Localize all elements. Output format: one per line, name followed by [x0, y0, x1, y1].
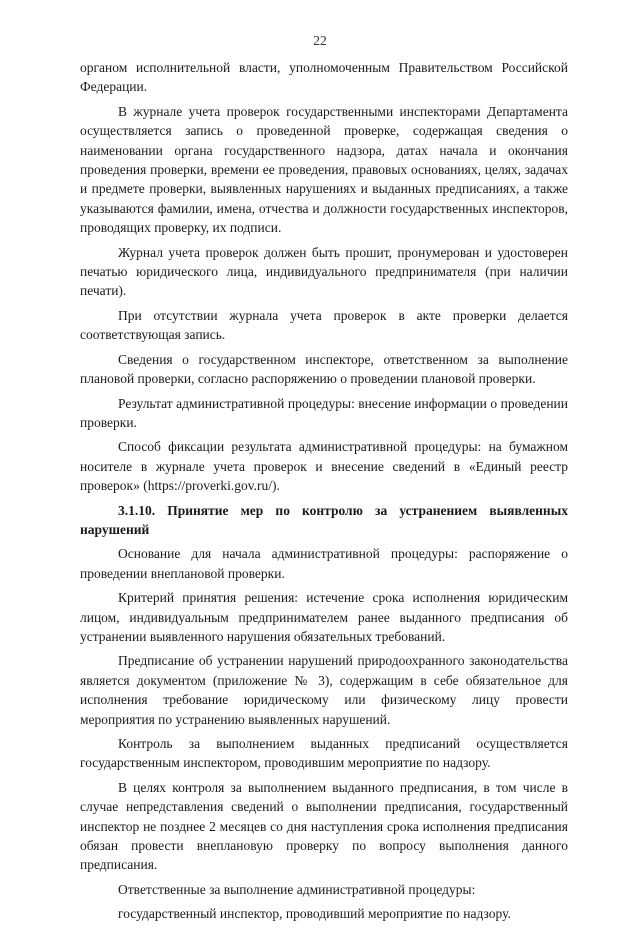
- paragraph-control: Контроль за выполнением выданных предписаний осуществляется государственным инспектором, проводившим мероприятие по надзору.: [80, 736, 568, 771]
- paragraph-procedure-result: Результат административной процедуры: внесение информации о проведении проверки.: [80, 395, 568, 430]
- paragraph-basis: Основание для начала административной процедуры: распоряжение о проведении внеплановой проверки.: [80, 546, 568, 581]
- paragraph-inspector-info: Сведения о государственном инспекторе, ответственном за выполнение плановой проверки, согласно распоряжению о проведении плановой проверки.: [80, 351, 568, 387]
- paragraph-no-log: При отсутствии журнала учета проверок в акте проверки делается соответствующая запись.: [80, 307, 568, 343]
- paragraph-continuation: органом исполнительной власти, уполномоченным Правительством Российской Федерации.: [80, 60, 568, 95]
- document-body: [80, 58, 568, 929]
- page-number: 22: [313, 33, 327, 48]
- paragraph-fixation-method: Способ фиксации результата административной процедуры: на бумажном носителе в журнале учета проверок и внесение сведений в «Единый реестр проверок» (https://proverki.gov.ru/).: [80, 439, 568, 494]
- paragraph-decision-criterion: Критерий принятия решения: истечение срока исполнения юридическим лицом, индивидуальным предпринимателем ранее выданного предписания об устранении выявленного нарушения обязательных требований.: [80, 590, 568, 644]
- section-heading: 3.1.10. Принятие мер по контролю за устранением выявленных нарушений: [80, 502, 568, 537]
- paragraph-log-requirements: Журнал учета проверок должен быть прошит, пронумерован и удостоверен печатью юридического лица, индивидуального предпринимателя (при наличии печати).: [80, 244, 568, 299]
- paragraph-responsible-inspector: государственный инспектор, проводивший мероприятие по надзору.: [118, 906, 511, 922]
- paragraph-responsible: Ответственные за выполнение административной процедуры:: [118, 881, 476, 897]
- paragraph-order-definition: Предписание об устранении нарушений природоохранного законодательства является документом (приложение № 3), содержащим в себе обязательное для исполнения требование юридическому или физическому лицу провести мероприятия по устранению выявленных нарушений.: [80, 653, 568, 727]
- paragraph-unscheduled-check: В целях контроля за выполнением выданного предписания, в том числе в случае непредставления сведений о выполнении предписания, государственный инспектор не позднее 2 месяцев со дня наступления срока исполнения предписания обязан провести внеплановую проверку по вопросу выполнения данного предписания.: [80, 779, 568, 873]
- paragraph-inspection-log-entry: В журнале учета проверок государственными инспекторами Департамента осуществляется запись о проведенной проверке, содержащая сведения о наименовании органа государственного надзора, датах начала и окончания проведения проверки, времени ее проведения, правовых основаниях, целях, задачах и предмете проверки, выявленных нарушениях и выданных предписаниях, а также указываются фамилии, имена, отчества и должности государственных инспекторов, проводящих проверку, их подписи.: [80, 103, 568, 236]
